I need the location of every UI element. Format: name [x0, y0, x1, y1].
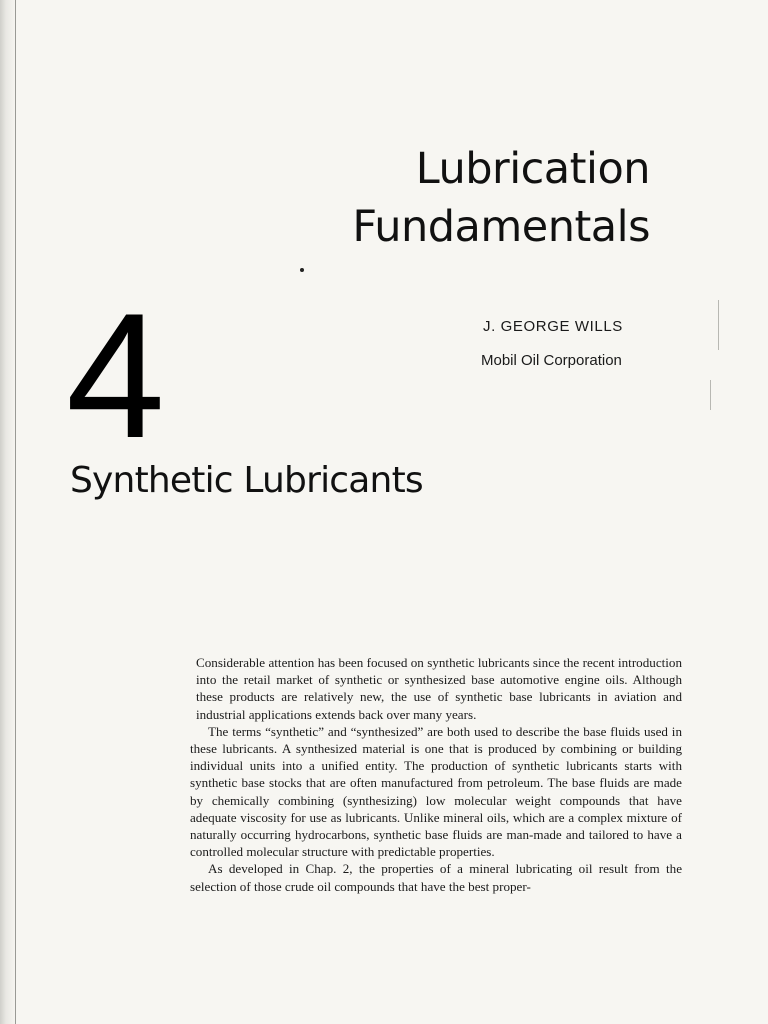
margin-mark	[718, 300, 719, 350]
chapter-title: Synthetic Lubricants	[70, 460, 423, 501]
chapter-number: 4	[66, 276, 165, 475]
margin-mark	[710, 380, 711, 410]
decorative-dot	[300, 268, 304, 272]
scan-binding-line	[15, 0, 16, 1024]
paragraph: As developed in Chap. 2, the properties of a mineral lubricating oil result from the selection of those crude oil compounds that have the best proper-	[190, 861, 682, 894]
book-title-line-1: Lubrication	[415, 144, 650, 194]
author-name: J. GEORGE WILLS	[483, 318, 623, 335]
paragraph: Considerable attention has been focused on synthetic lubricants since the recent introduction into the retail market of synthetic or synthesized base automotive engine oils. Although these products are relatively new, the use of synthetic base lubricants in aviation and industrial applications extends back over many years.	[196, 655, 682, 722]
paragraph: The terms “synthetic” and “synthesized” are both used to describe the base fluids used in these lubricants. A synthesized material is one that is produced by combining or building individual units into a unified entity. The production of synthetic lubricants starts with synthetic base stocks that are often manufactured from petroleum. The base fluids are made by chemically combining (synthesizing) low molecular weight compounds that have adequate viscosity for use as lubricants. Unlike mineral oils, which are a complex mixture of naturally occurring hydrocarbons, synthetic base fluids are man-made and tailored to have a controlled molecular structure with predictable properties.	[190, 723, 682, 860]
book-title	[352, 140, 650, 256]
body-text	[190, 654, 682, 895]
author-affiliation: Mobil Oil Corporation	[481, 352, 622, 369]
book-title-line-2: Fundamentals	[352, 202, 650, 252]
scan-edge-shadow	[0, 0, 16, 1024]
